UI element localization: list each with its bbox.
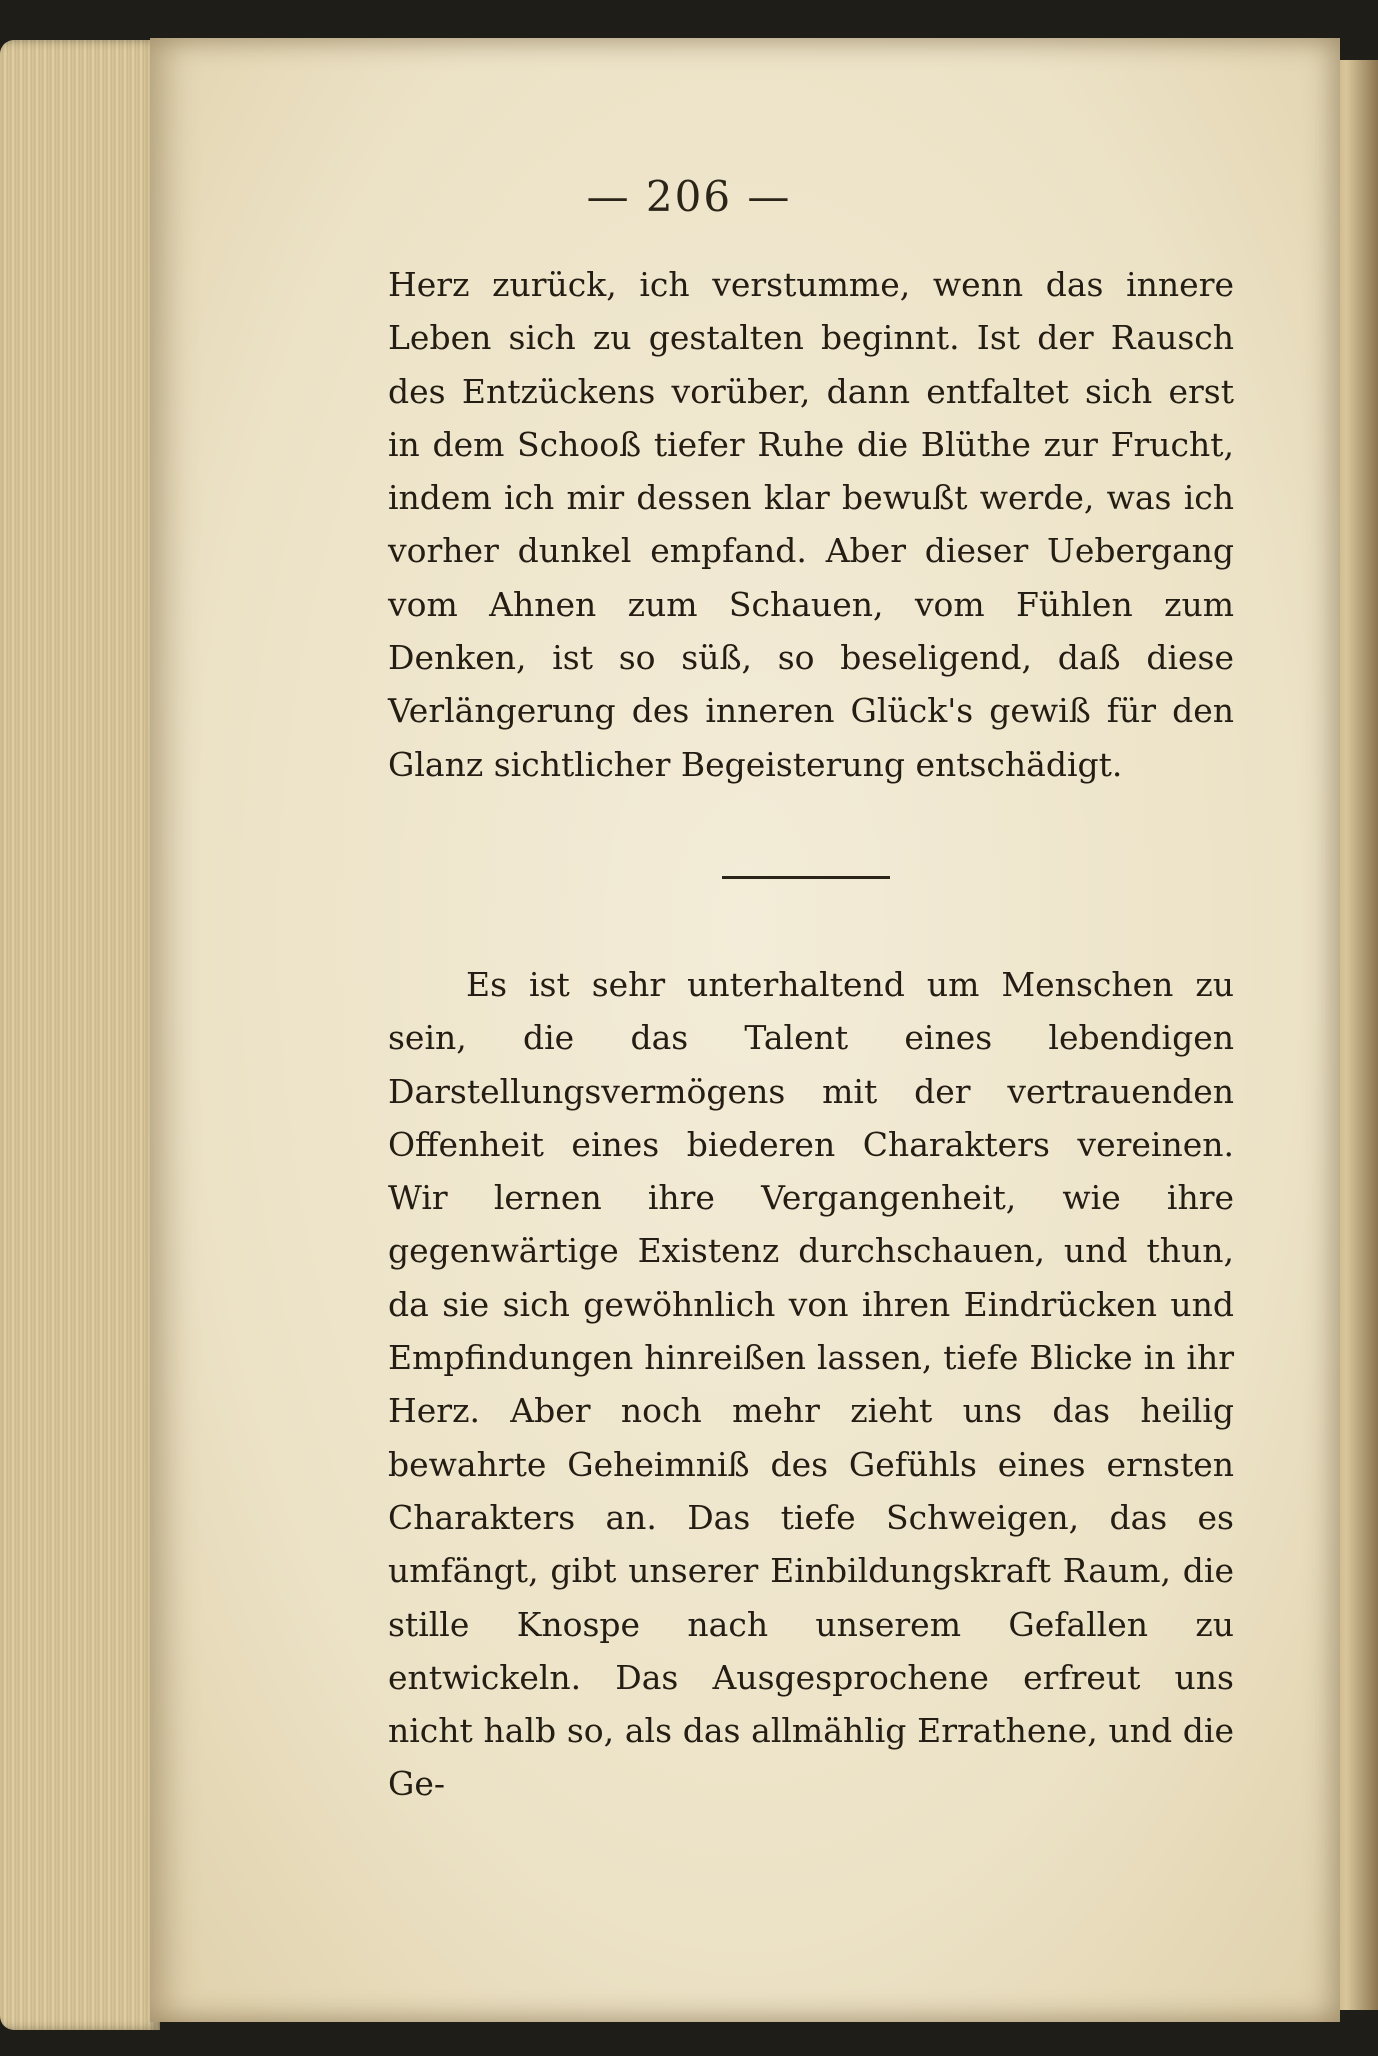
- paragraph-2: Es ist sehr unterhaltend um Menschen zu sein, die das Talent eines lebendigen Darstellungsvermögens mit der vertrauenden Offenheit eines biederen Charakters vereinen. Wir lernen ihre Vergangenheit, wie ihre gegenwärtige Existenz durchschauen, und thun, da sie sich gewöhnlich von ihren Eindrücken und Empfindungen hinreißen lassen, tiefe Blicke in ihr Herz. Aber noch mehr zieht uns das heilig bewahrte Geheimniß des Gefühls eines ernsten Charakters an. Das tiefe Schweigen, das es umfängt, gibt unserer Einbildungskraft Raum, die stille Knospe nach unserem Gefallen zu entwickeln. Das Ausgesprochene erfreut uns nicht halb so, als das allmählig Errathene, und die Ge-: [388, 965, 1234, 1804]
- section-divider: [722, 876, 890, 879]
- left-page-stack: [0, 40, 160, 2030]
- paragraph-1: Herz zurück, ich verstumme, wenn das innere Leben sich zu gestalten beginnt. Ist der Rausch des Entzückens vorüber, dann entfaltet sich erst in dem Schooß tiefer Ruhe die Blüthe zur Frucht, indem ich mir dessen klar bewußt werde, was ich vorher dunkel empfand. Aber dieser Uebergang vom Ahnen zum Schauen, vom Fühlen zum Denken, ist so süß, so beseligend, daß diese Verlängerung des inneren Glück's gewiß für den Glanz sichtlicher Begeisterung entschädigt.: [388, 265, 1234, 784]
- page-number: — 206 —: [586, 172, 792, 221]
